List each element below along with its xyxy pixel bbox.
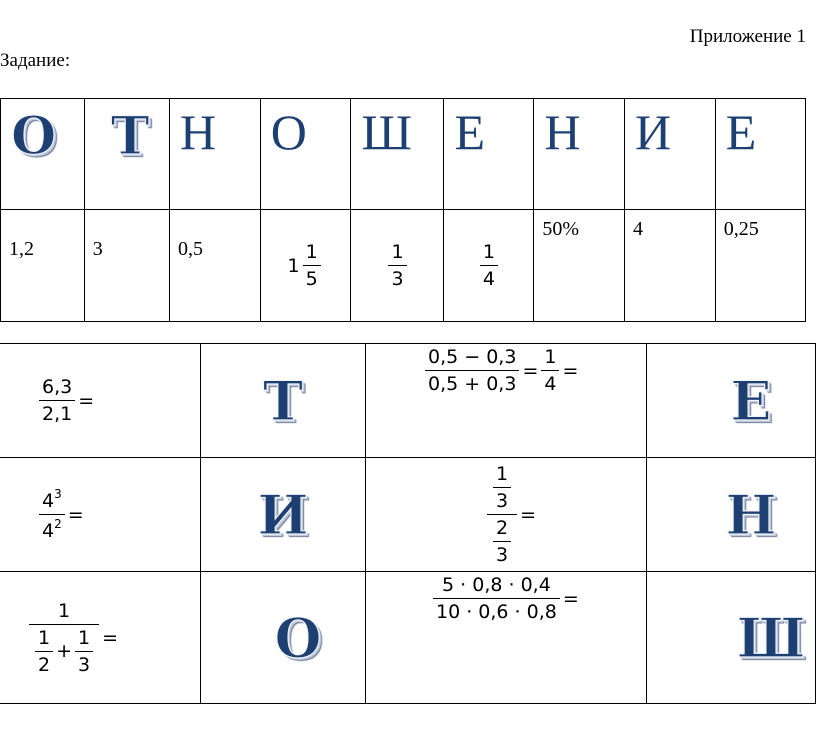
task-label: Задание: [0, 50, 71, 71]
key-table [0, 98, 806, 322]
key-letter-e2: Е [715, 99, 805, 210]
key-value-5 [351, 210, 444, 322]
frac-num: 5 · 0,8 · 0,4 [442, 574, 551, 596]
frac-num: 1 [38, 626, 51, 649]
frac-den: 10 · 0,6 · 0,8 [433, 598, 560, 623]
key-letter-sh: Ш [351, 99, 444, 210]
frac-den: 2,1 [39, 400, 75, 425]
key-letter-i: И [625, 99, 716, 210]
answer-letter-sh: Ш [736, 605, 806, 670]
frac-den: 3 [75, 651, 93, 676]
key-letters-row [1, 99, 806, 210]
frac-den: 3 [493, 487, 511, 512]
answer-letter-n: Н [725, 482, 777, 547]
answer-cell-2 [647, 344, 816, 458]
power-exponent: 2 [54, 517, 62, 531]
frac-den: 2 [35, 651, 53, 676]
frac-num: 1 [391, 241, 404, 263]
answer-cell-4 [647, 458, 816, 572]
key-letter-n: Н [170, 99, 261, 210]
exercise-5 [0, 572, 201, 704]
mixed-whole: 1 [287, 254, 300, 277]
equals-sign: = [102, 626, 119, 649]
key-letter-cell [1, 99, 85, 210]
key-value-6 [444, 210, 534, 322]
key-value-2: 3 [84, 210, 169, 322]
exercise-3 [0, 458, 201, 572]
frac-num: 1 [496, 463, 509, 485]
exercise-row [0, 344, 816, 458]
answer-cell-6 [647, 572, 816, 704]
frac-den: 4 [480, 265, 498, 290]
frac-den [39, 514, 65, 542]
key-value-9: 0,25 [715, 210, 805, 322]
power-base: 4 [42, 490, 55, 512]
key-value-3: 0,5 [170, 210, 261, 322]
appendix-label: Приложение 1 [689, 26, 806, 47]
frac-num: 0,5 − 0,3 [428, 346, 517, 368]
key-value-8: 4 [625, 210, 716, 322]
plus-sign: + [56, 640, 73, 662]
key-value-1: 1,2 [1, 210, 85, 322]
answer-letter-o: О [274, 605, 322, 670]
answer-letter-e: Е [730, 368, 772, 433]
frac-num: 1 [78, 626, 91, 649]
equals-sign: = [562, 359, 579, 382]
answer-letter-i: И [257, 482, 309, 547]
power-exponent: 3 [54, 487, 62, 501]
exercise-2 [366, 344, 647, 458]
frac-num: 6,3 [42, 376, 73, 398]
power-base: 4 [42, 520, 55, 542]
key-letter-t-decorative: Т [110, 106, 150, 167]
key-values-row [1, 210, 806, 322]
key-letter-n2: Н [534, 99, 625, 210]
key-letter-cell [84, 99, 169, 210]
exercise-table [0, 343, 816, 704]
exercise-4 [366, 458, 647, 572]
equals-sign: = [67, 503, 84, 526]
frac-num [39, 487, 65, 514]
exercise-6 [366, 572, 647, 704]
frac-num: 2 [496, 517, 509, 539]
answer-cell-3 [201, 458, 366, 572]
exercise-1 [0, 344, 201, 458]
frac-num: 1 [482, 241, 495, 263]
answer-cell-1 [201, 344, 366, 458]
equals-sign: = [520, 503, 537, 526]
key-value-7: 50% [534, 210, 625, 322]
key-letter-o: О [260, 99, 351, 210]
frac-num: 1 [544, 346, 557, 368]
exercise-row [0, 572, 816, 704]
equals-sign: = [562, 587, 579, 610]
frac-den: 3 [493, 541, 511, 566]
answer-cell-5 [201, 572, 366, 704]
frac-den: 4 [541, 370, 559, 395]
key-letter-e: Е [444, 99, 534, 210]
frac-den: 0,5 + 0,3 [425, 370, 519, 395]
equals-sign: = [522, 359, 539, 382]
frac-num: 1 [58, 599, 71, 622]
frac-num: 1 [305, 241, 318, 263]
frac-den: 5 [303, 265, 321, 290]
frac-den: 3 [388, 265, 406, 290]
equals-sign: = [78, 389, 95, 412]
key-value-4 [260, 210, 351, 322]
exercise-row [0, 458, 816, 572]
key-letter-o-decorative: О [11, 106, 57, 167]
answer-letter-t: Т [262, 368, 304, 433]
